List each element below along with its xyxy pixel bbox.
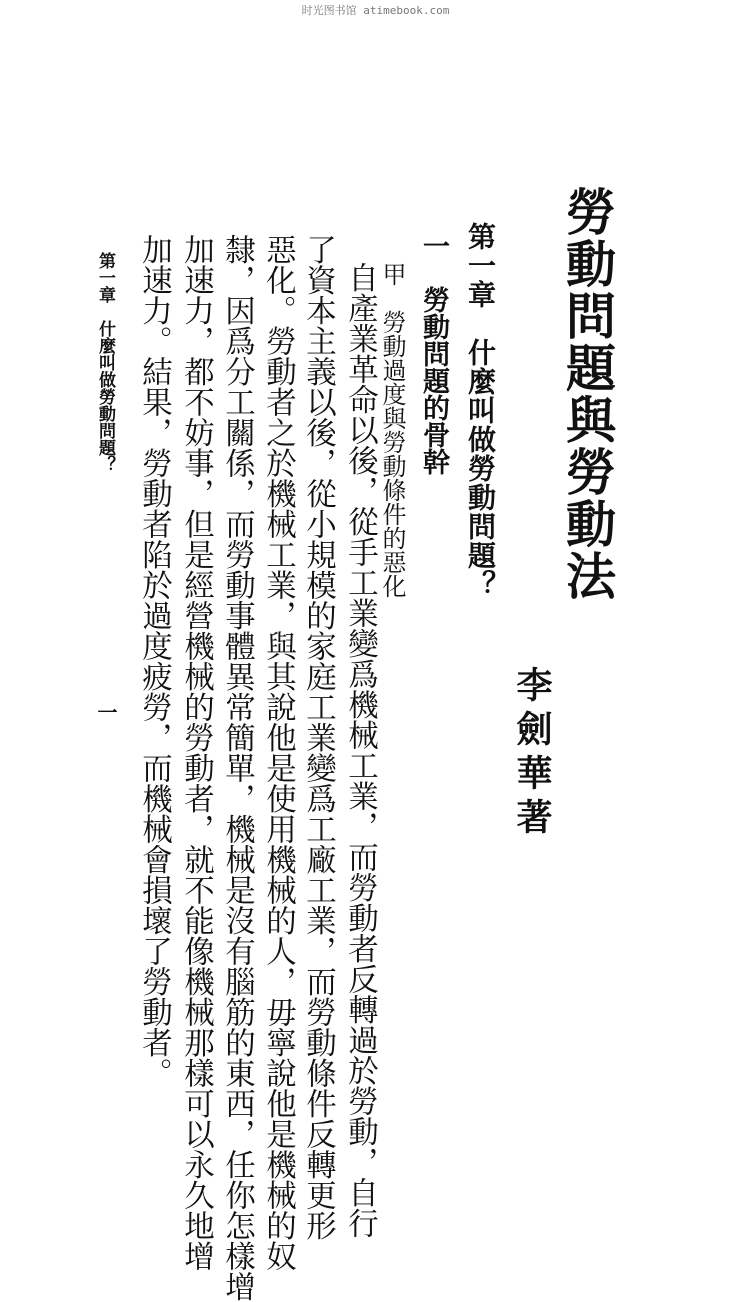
book-title: 勞動問題與勞動法 bbox=[558, 186, 617, 602]
section-heading: 一 勞動問題的骨幹 bbox=[418, 232, 449, 475]
body-column-5: 加速力，都不妨事，但是經營機械的勞動者，就不能像機械那樣可以永久地增 bbox=[178, 234, 214, 1271]
chapter-heading: 第一章 什麼叫做勞動問題？ bbox=[464, 222, 497, 599]
body-column-2: 了資本主義以後，從小規模的家庭工業變爲工廠工業，而勞動條件反轉更形 bbox=[300, 234, 336, 1241]
subsection-heading: 甲 勞動過度與勞動條件的惡化 bbox=[378, 262, 406, 598]
author-name: 李劍華著 bbox=[511, 666, 553, 842]
page-number: 一 bbox=[94, 702, 118, 722]
running-head: 第一章 什麼叫做勞動問題？ bbox=[95, 252, 115, 473]
site-watermark: 时光图书馆 atimebook.com bbox=[301, 4, 450, 17]
body-column-6: 加速力。結果，勞動者陷於過度疲勞，而機械會損壞了勞動者。 bbox=[136, 234, 172, 1088]
body-column-3: 惡化。勞動者之於機械工業，與其說他是使用機械的人，毋寧說他是機械的奴 bbox=[260, 234, 296, 1271]
body-column-1: 自產業革命以後，從手工業變爲機械工業，而勞動者反轉過於勞動，自行 bbox=[342, 262, 378, 1238]
body-column-4: 隸，因爲分工關係，而勞動事體異常簡單，機械是沒有腦筋的東西，任你怎樣增 bbox=[219, 234, 255, 1302]
